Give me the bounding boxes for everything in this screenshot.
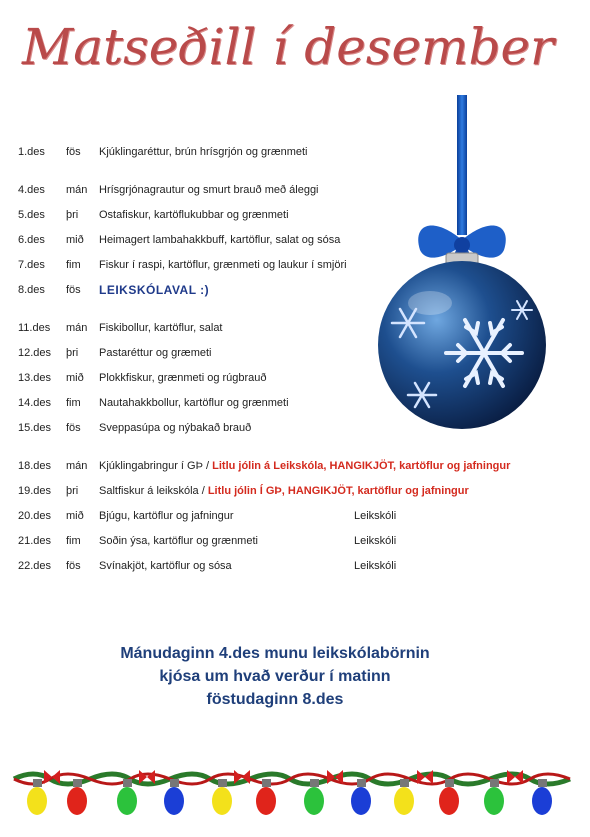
list-item <box>18 529 558 554</box>
menu-date: 20.des <box>18 510 52 522</box>
menu-day: mán <box>66 460 88 472</box>
list-item <box>18 253 558 278</box>
page-title: Matseðill í desember <box>22 18 554 76</box>
menu-day: fös <box>66 422 81 434</box>
menu-day: fös <box>66 560 81 572</box>
menu-day: fim <box>66 397 81 409</box>
list-item <box>18 178 558 203</box>
menu-meal: Fiskur í raspi, kartöflur, grænmeti og laukur í smjöri <box>99 259 347 271</box>
menu-location-note: Leikskóli <box>354 535 397 547</box>
menu-date: 21.des <box>18 535 52 547</box>
menu-day: þri <box>66 347 79 359</box>
menu-day: mið <box>66 234 84 246</box>
notice-line: föstudaginn 8.des <box>206 691 344 708</box>
menu-date: 14.des <box>18 397 52 409</box>
menu-meal <box>99 454 510 479</box>
menu-day: fös <box>66 146 81 158</box>
menu-meal-highlight: LEIKSKÓLAVAL :) <box>99 283 210 297</box>
menu-date: 5.des <box>18 209 45 221</box>
menu-meal <box>99 479 469 504</box>
menu-date: 6.des <box>18 234 45 246</box>
list-item <box>18 278 558 303</box>
menu-meal: Heimagert lambahakkbuff, kartöflur, salat og sósa <box>99 234 341 246</box>
menu-meal: Pastaréttur og græmeti <box>99 347 212 359</box>
menu-meal: Ostafiskur, kartöflukubbar og grænmeti <box>99 209 289 221</box>
notice-line: kjósa um hvað verður í matinn <box>159 668 391 685</box>
menu-date: 12.des <box>18 347 52 359</box>
list-item <box>18 366 558 391</box>
list-item <box>18 341 558 366</box>
menu-date: 15.des <box>18 422 52 434</box>
menu-meal: Sveppasúpa og nýbakað brauð <box>99 422 252 434</box>
menu-location-note: Leikskóli <box>354 560 397 572</box>
menu-date: 19.des <box>18 485 52 497</box>
menu-date: 7.des <box>18 259 45 271</box>
menu-day: mið <box>66 372 84 384</box>
menu-date: 22.des <box>18 560 52 572</box>
list-item <box>18 316 558 341</box>
list-item <box>18 454 558 479</box>
menu-date: 4.des <box>18 184 45 196</box>
menu-meal: Soðin ýsa, kartöflur og grænmeti <box>99 535 258 547</box>
menu-meal: Nautahakkbollur, kartöflur og grænmeti <box>99 397 289 409</box>
menu-meal-main: Saltfiskur á leikskóla / <box>99 485 208 497</box>
menu-meal-main: Kjúklingabringur í GÞ / <box>99 460 213 472</box>
menu-list <box>18 140 558 579</box>
menu-meal: Hrísgrjónagrautur og smurt brauð með áleggi <box>99 184 319 196</box>
menu-day: fim <box>66 259 81 271</box>
menu-meal: Bjúgu, kartöflur og jafningur <box>99 510 234 522</box>
menu-meal: Kjúklingaréttur, brún hrísgrjón og grænmeti <box>99 146 308 158</box>
menu-day: mán <box>66 322 88 334</box>
menu-day: mið <box>66 510 84 522</box>
vote-notice <box>60 642 490 711</box>
menu-day: þri <box>66 209 79 221</box>
menu-day: fös <box>66 284 81 296</box>
menu-day: mán <box>66 184 88 196</box>
menu-day: fim <box>66 535 81 547</box>
menu-meal: Fiskibollur, kartöflur, salat <box>99 322 223 334</box>
menu-meal: Plokkfiskur, grænmeti og rúgbrauð <box>99 372 267 384</box>
list-item <box>18 228 558 253</box>
menu-date: 13.des <box>18 372 52 384</box>
christmas-lights-icon <box>0 765 590 837</box>
menu-date: 11.des <box>18 322 51 334</box>
menu-day: þri <box>66 485 79 497</box>
list-item <box>18 203 558 228</box>
menu-date: 1.des <box>18 146 45 158</box>
list-item <box>18 140 558 165</box>
menu-meal-special: Litlu jólin Í GÞ, HANGIKJÖT, kartöflur og jafningur <box>207 485 469 497</box>
list-item <box>18 479 558 504</box>
menu-date: 18.des <box>18 460 52 472</box>
menu-location-note: Leikskóli <box>354 510 397 522</box>
list-item <box>18 504 558 529</box>
list-item <box>18 391 558 416</box>
menu-date: 8.des <box>18 284 45 296</box>
menu-meal: Svínakjöt, kartöflur og sósa <box>99 560 232 572</box>
list-item <box>18 554 558 579</box>
list-item <box>18 416 558 441</box>
menu-meal-special: Litlu jólin á Leikskóla, HANGIKJÖT, kartöflur og jafningur <box>212 460 511 472</box>
notice-line: Mánudaginn 4.des munu leikskólabörnin <box>120 645 430 662</box>
